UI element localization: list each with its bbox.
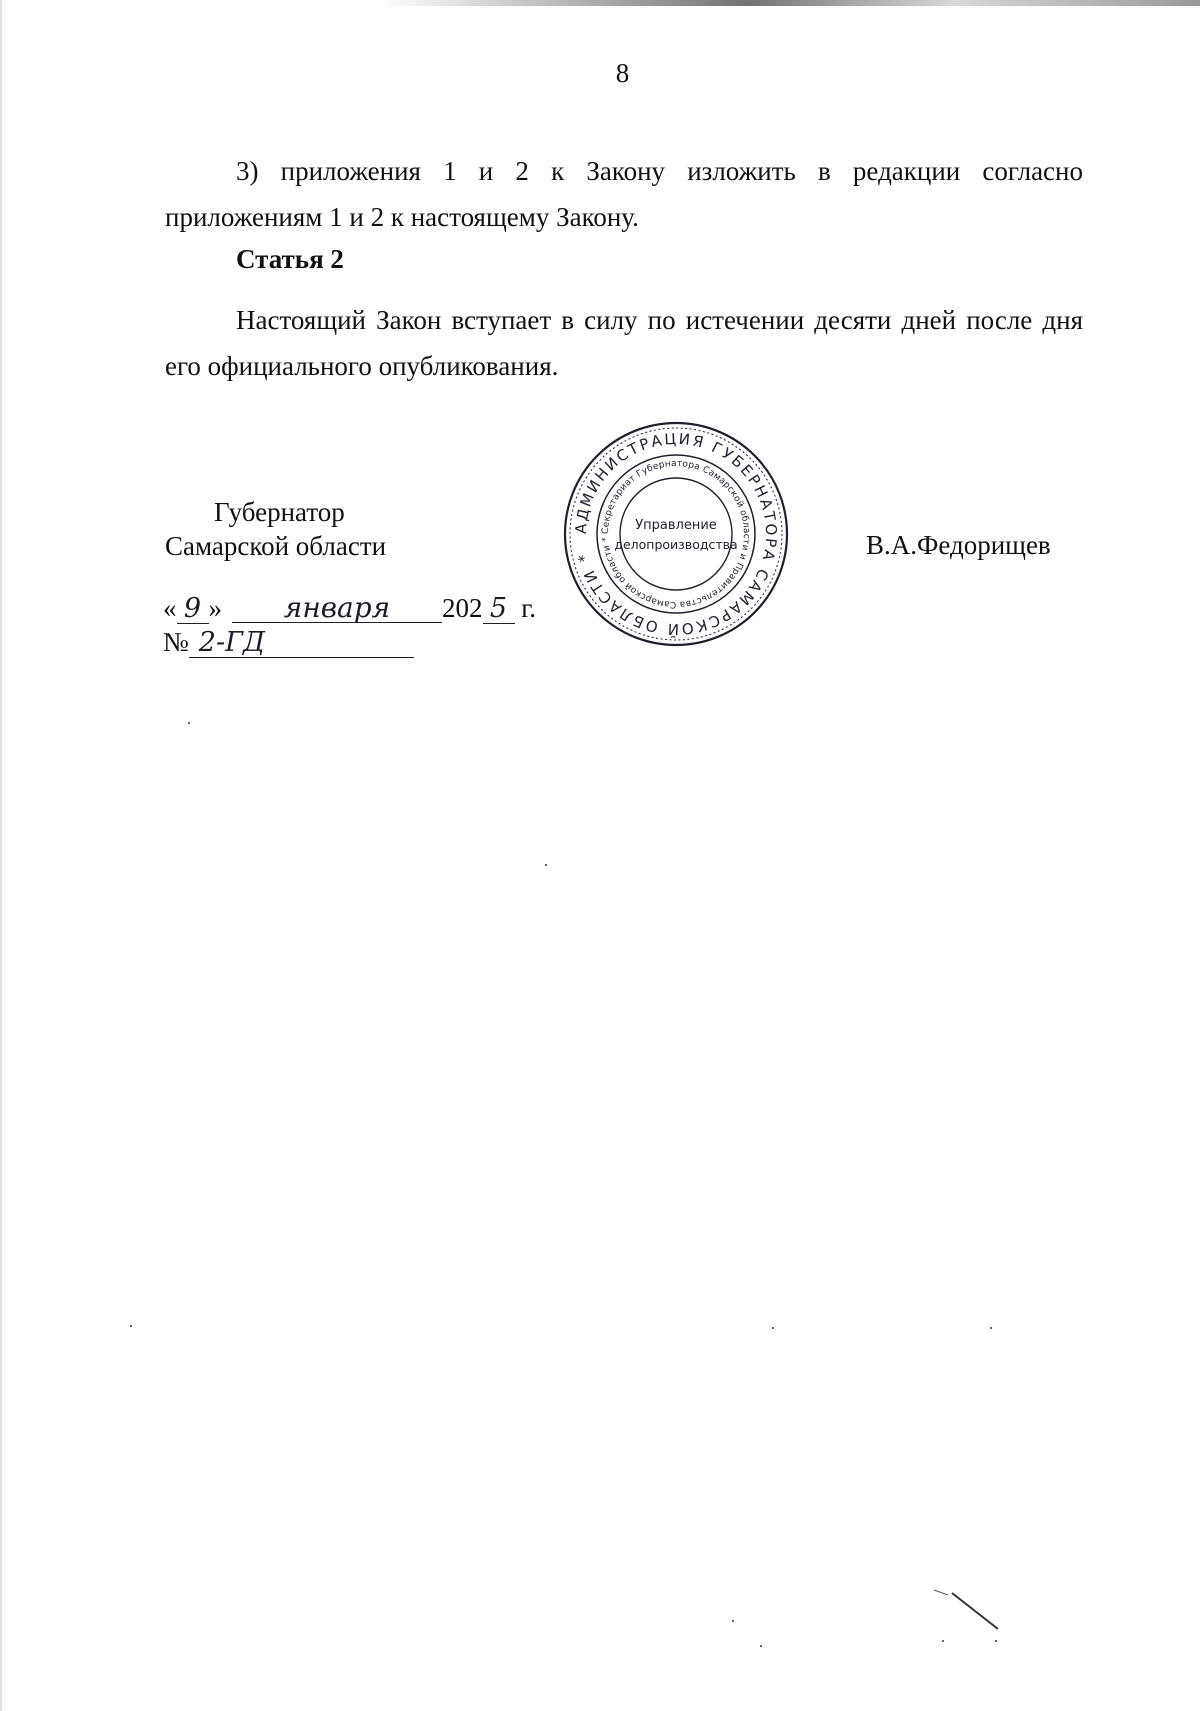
signing-date [163,593,536,629]
law-number [163,627,414,658]
scan-speck [732,1620,734,1622]
scan-speck [130,1325,132,1327]
scan-speck [772,1327,774,1329]
page-number: 8 [615,58,630,88]
seal-center-line-1: Управление [635,518,717,533]
scan-speck [990,1327,992,1329]
scan-speck [545,864,547,866]
scan-speck [188,722,190,724]
scan-speck [760,1645,762,1647]
signer-title [165,495,386,563]
law-number-label: № [163,627,189,657]
seal-inner-text: Секретариат Губернатора Самарской области и Правительства Самарской области * [600,458,752,610]
scan-edge-top [380,0,1200,6]
paragraph-amendment: 3) приложения 1 и 2 к Закону изложить в редакции согласно приложениям 1 и 2 к настоящему Закону. [165,156,1083,232]
signer-name: В.А.Федорищев [866,530,1051,560]
signer-title-line-2: Самарской области [165,531,387,561]
date-year-handwritten: 5 [483,595,515,624]
official-seal-stamp [562,420,790,648]
seal-outer-text: АДМИНИСТРАЦИЯ ГУБЕРНАТОРА САМАРСКОЙ ОБЛАСТИ * [571,429,781,639]
seal-center-line-2: делопроизводства [614,537,738,552]
date-year-prefix: 202 [442,593,483,623]
scan-speck [995,1640,997,1642]
scan-edge-left [0,0,2,1711]
signer-title-line-1: Губернатор [214,497,345,527]
date-close-quote: » [208,593,222,623]
date-open-quote: « [163,593,177,623]
paragraph-entry-into-force: Настоящий Закон вступает в силу по истечении десяти дней после дня его официального опубликования. [165,305,1083,381]
scan-mark [920,1585,1000,1635]
date-day-handwritten: 9 [177,595,209,624]
article-heading: Статья 2 [236,244,344,274]
svg-text:Секретариат Губернатора Самарс [601,459,751,609]
scan-speck [942,1640,944,1642]
date-month-handwritten: января [232,594,442,623]
law-number-handwritten: 2-ГД [189,629,414,658]
date-year-abbr: г. [521,593,537,623]
